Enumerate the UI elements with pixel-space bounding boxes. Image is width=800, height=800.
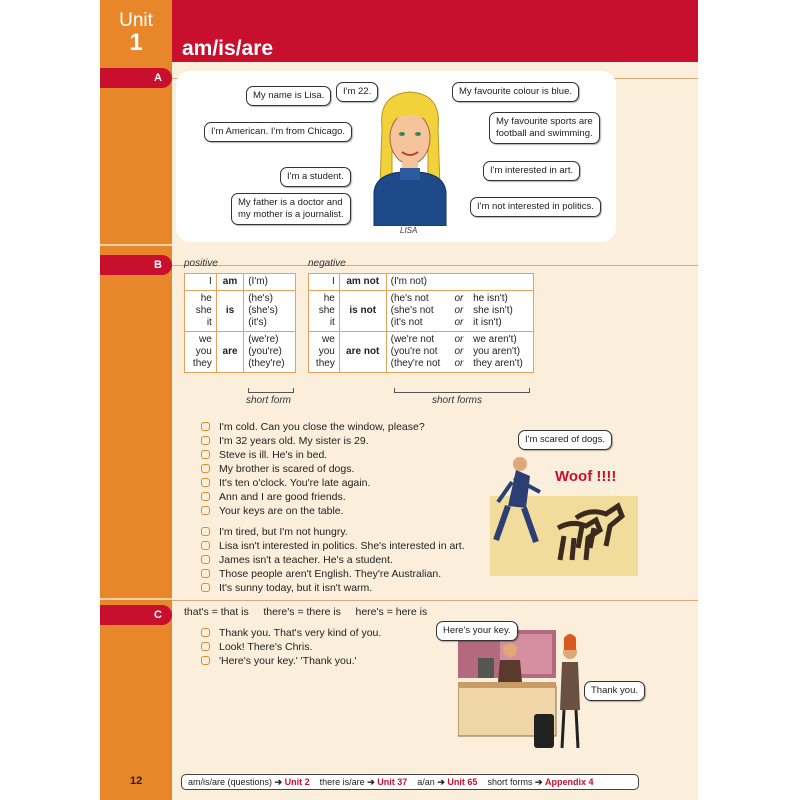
example-text: Ann and I are good friends. (219, 491, 346, 503)
speech-bubble: I'm a student. (280, 167, 351, 187)
table-cell: (he's) (she's) (it's) (244, 291, 296, 332)
example-item (201, 449, 327, 461)
speech-bubble: My name is Lisa. (246, 86, 331, 106)
table-cell: I (185, 274, 217, 291)
example-text: Thank you. That's very kind of you. (219, 627, 382, 639)
table-cell: or or or (450, 291, 469, 332)
sidebar (100, 0, 172, 800)
table-row (309, 332, 534, 373)
bubble-line: My father is a doctor and (238, 197, 343, 208)
unit-badge (100, 0, 172, 62)
section-tab-b: B (100, 255, 172, 275)
short-forms-label: short forms (432, 395, 483, 406)
xref-text: am/is/are (questions) (188, 777, 273, 787)
example-item (201, 421, 425, 433)
example-text: I'm cold. Can you close the window, please? (219, 421, 425, 433)
checkbox-icon (201, 492, 210, 501)
speech-bubble: I'm 22. (336, 82, 378, 102)
checkbox-icon (201, 436, 210, 445)
contraction-rule: that's = that is there's = there is here's = here is (184, 606, 428, 618)
section-line (172, 265, 698, 266)
example-item (201, 641, 312, 653)
table-cell: (I'm not) (386, 274, 533, 291)
table-cell: or or or (450, 332, 469, 373)
table-row (309, 291, 534, 332)
cross-reference-bar (181, 774, 639, 790)
table-cell: am not (339, 274, 386, 291)
table-cell: he she it (185, 291, 217, 332)
example-item (201, 582, 372, 594)
example-item (201, 655, 357, 667)
table-row (185, 291, 296, 332)
unit-word: Unit (119, 10, 153, 31)
section-tab-c: C (100, 605, 172, 625)
section-tab-a: A (100, 68, 172, 88)
woof-text: Woof !!!! (555, 468, 617, 485)
example-text: It's ten o'clock. You're late again. (219, 477, 371, 489)
table-cell: (he's not (she's not (it's not (386, 291, 450, 332)
checkbox-icon (201, 555, 210, 564)
example-text: Steve is ill. He's in bed. (219, 449, 328, 461)
example-item (201, 477, 370, 489)
table-cell: I (309, 274, 340, 291)
xref-text: there is/are (319, 777, 365, 787)
xref-link[interactable]: Unit 65 (447, 777, 478, 787)
checkbox-icon (201, 450, 210, 459)
checkbox-icon (201, 527, 210, 536)
checkbox-icon (201, 583, 210, 592)
lisa-illustration (368, 88, 452, 226)
speech-bubble: I'm interested in art. (483, 161, 580, 181)
example-item (201, 540, 465, 552)
example-item (201, 627, 381, 639)
checkbox-icon (201, 569, 210, 578)
table-cell: he she it (309, 291, 340, 332)
example-text: Look! There's Chris. (219, 641, 313, 653)
table-cell: we you they (309, 332, 340, 373)
checkbox-icon (201, 541, 210, 550)
xref-link[interactable]: Unit 37 (377, 777, 408, 787)
table-cell: is not (339, 291, 386, 332)
example-item (201, 491, 346, 503)
table-cell: we you they (185, 332, 217, 373)
checkbox-icon (201, 506, 210, 515)
bubble-line: my mother is a journalist. (238, 209, 344, 220)
table-cell: he isn't) she isn't) it isn't) (469, 291, 533, 332)
table-cell: (we're not (you're not (they're not (386, 332, 450, 373)
example-text: Your keys are on the table. (219, 505, 344, 517)
title-bar (172, 0, 698, 62)
example-item (201, 463, 354, 475)
speech-bubble: Thank you. (584, 681, 645, 701)
arrow-right-icon: ➔ (367, 777, 375, 787)
bubble-line: football and swimming. (496, 128, 593, 139)
table-cell: are not (339, 332, 386, 373)
speech-bubble (489, 112, 600, 144)
checkbox-icon (201, 628, 210, 637)
positive-label: positive (184, 258, 218, 269)
negative-table (308, 273, 534, 373)
xref-text: a/an (417, 777, 435, 787)
table-cell: are (216, 332, 243, 373)
lisa-caption: LISA (400, 226, 418, 235)
speech-bubble: I'm American. I'm from Chicago. (204, 122, 352, 142)
hotel-desk-illustration (458, 630, 598, 758)
arrow-right-icon: ➔ (437, 777, 445, 787)
sidebar-divider (100, 244, 172, 246)
bubble-line: My favourite sports are (496, 116, 593, 127)
example-text: 'Here's your key.' 'Thank you.' (219, 655, 357, 667)
example-item (201, 568, 441, 580)
example-text: It's sunny today, but it isn't warm. (219, 582, 373, 594)
table-cell: (we're) (you're) (they're) (244, 332, 296, 373)
xref-text: short forms (487, 777, 533, 787)
example-item (201, 554, 393, 566)
checkbox-icon (201, 478, 210, 487)
table-cell: (I'm) (244, 274, 296, 291)
example-text: Those people aren't English. They're Australian. (219, 568, 442, 580)
table-row (185, 274, 296, 291)
xref-link[interactable]: Appendix 4 (545, 777, 594, 787)
section-line (172, 600, 698, 601)
negative-label: negative (308, 258, 346, 269)
checkbox-icon (201, 464, 210, 473)
example-text: I'm tired, but I'm not hungry. (219, 526, 348, 538)
short-form-label: short form (246, 395, 292, 406)
page (100, 0, 698, 800)
speech-bubble: I'm scared of dogs. (518, 430, 612, 450)
checkbox-icon (201, 422, 210, 431)
example-text: My brother is scared of dogs. (219, 463, 355, 475)
positive-table (184, 273, 296, 373)
speech-bubble: Here's your key. (436, 621, 518, 641)
speech-bubble: I'm not interested in politics. (470, 197, 601, 217)
speech-bubble (231, 193, 351, 225)
arrow-right-icon: ➔ (274, 777, 283, 787)
speech-bubble: My favourite colour is blue. (452, 82, 579, 102)
example-text: James isn't a teacher. He's a student. (219, 554, 393, 566)
arrow-right-icon: ➔ (534, 777, 543, 787)
example-text: Lisa isn't interested in politics. She's interested in art. (219, 540, 465, 552)
checkbox-icon (201, 642, 210, 651)
table-cell: is (216, 291, 243, 332)
table-cell: am (216, 274, 243, 291)
page-title: am/is/are (182, 37, 274, 60)
sidebar-divider (100, 598, 172, 600)
table-row (185, 332, 296, 373)
table-row (309, 274, 534, 291)
xref-link[interactable]: Unit 2 (284, 777, 310, 787)
unit-number: 1 (129, 29, 143, 56)
short-form-bracket (248, 388, 294, 393)
example-text: I'm 32 years old. My sister is 29. (219, 435, 369, 447)
table-cell: we aren't) you aren't) they aren't) (469, 332, 533, 373)
example-item (201, 526, 348, 538)
short-forms-bracket (394, 388, 530, 393)
example-item (201, 435, 369, 447)
checkbox-icon (201, 656, 210, 665)
page-number: 12 (130, 775, 143, 787)
example-item (201, 505, 344, 517)
